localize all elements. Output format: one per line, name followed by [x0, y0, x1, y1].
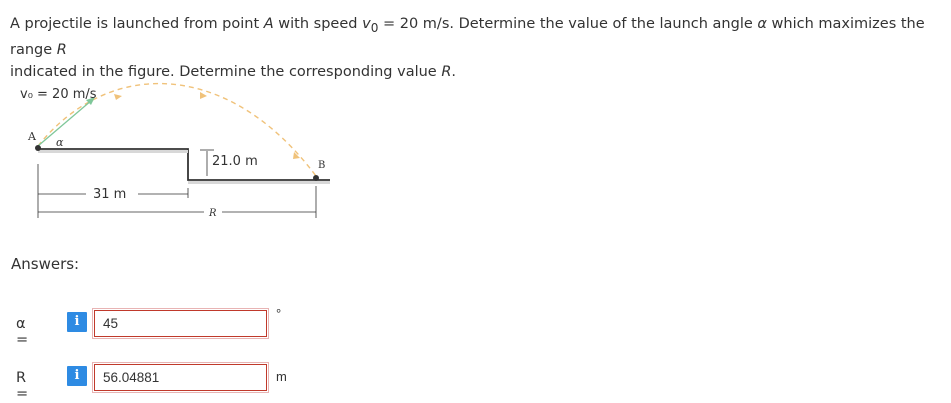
alpha-answer-input[interactable]: 45	[94, 310, 267, 337]
range-answer-label: R =	[16, 370, 29, 402]
question-text-part: .	[451, 63, 457, 80]
alpha-unit: °	[276, 306, 282, 321]
alpha-symbol: α	[757, 16, 767, 32]
projectile-figure	[0, 76, 360, 236]
question-text-part: which maximizes the range	[10, 16, 925, 58]
v0-symbol: v	[362, 16, 371, 32]
ground-shade	[188, 181, 330, 184]
range-answer-input[interactable]: 56.04881	[94, 364, 267, 391]
range-label: R	[209, 208, 217, 219]
question-text-part: indicated in the figure. Determine the corresponding value	[10, 63, 442, 80]
range-unit: m	[276, 369, 287, 384]
distance-label: 31 m	[93, 187, 127, 202]
answers-heading: Answers:	[11, 255, 80, 273]
point-b-label: B	[318, 160, 326, 171]
alpha-label: α	[56, 136, 64, 149]
height-label: 21.0 m	[212, 154, 258, 169]
velocity-arrow	[38, 100, 92, 146]
point-a-label: A	[28, 130, 36, 143]
question-text-part: with speed	[273, 16, 363, 32]
trajectory-arrow	[114, 94, 122, 100]
info-icon[interactable]: i	[67, 312, 87, 332]
ground-shade	[38, 150, 188, 153]
info-icon[interactable]: i	[67, 366, 87, 386]
v0-subscript: 0	[370, 20, 379, 35]
point-a-marker	[35, 145, 41, 151]
trajectory-arrow	[200, 92, 207, 99]
question-text-part: A projectile is launched from point	[10, 16, 264, 32]
question-text-part: = 20 m/s. Determine the value of the launch angle	[378, 16, 758, 32]
point-a-ref: A	[263, 16, 274, 32]
alpha-answer-label: α =	[16, 316, 29, 348]
range-symbol: R	[441, 63, 452, 80]
question-text	[10, 13, 940, 83]
v0-label: v₀ = 20 m/s	[20, 87, 97, 102]
point-b-marker	[313, 175, 319, 181]
range-symbol: R	[56, 41, 67, 58]
upper-ground	[38, 149, 330, 180]
